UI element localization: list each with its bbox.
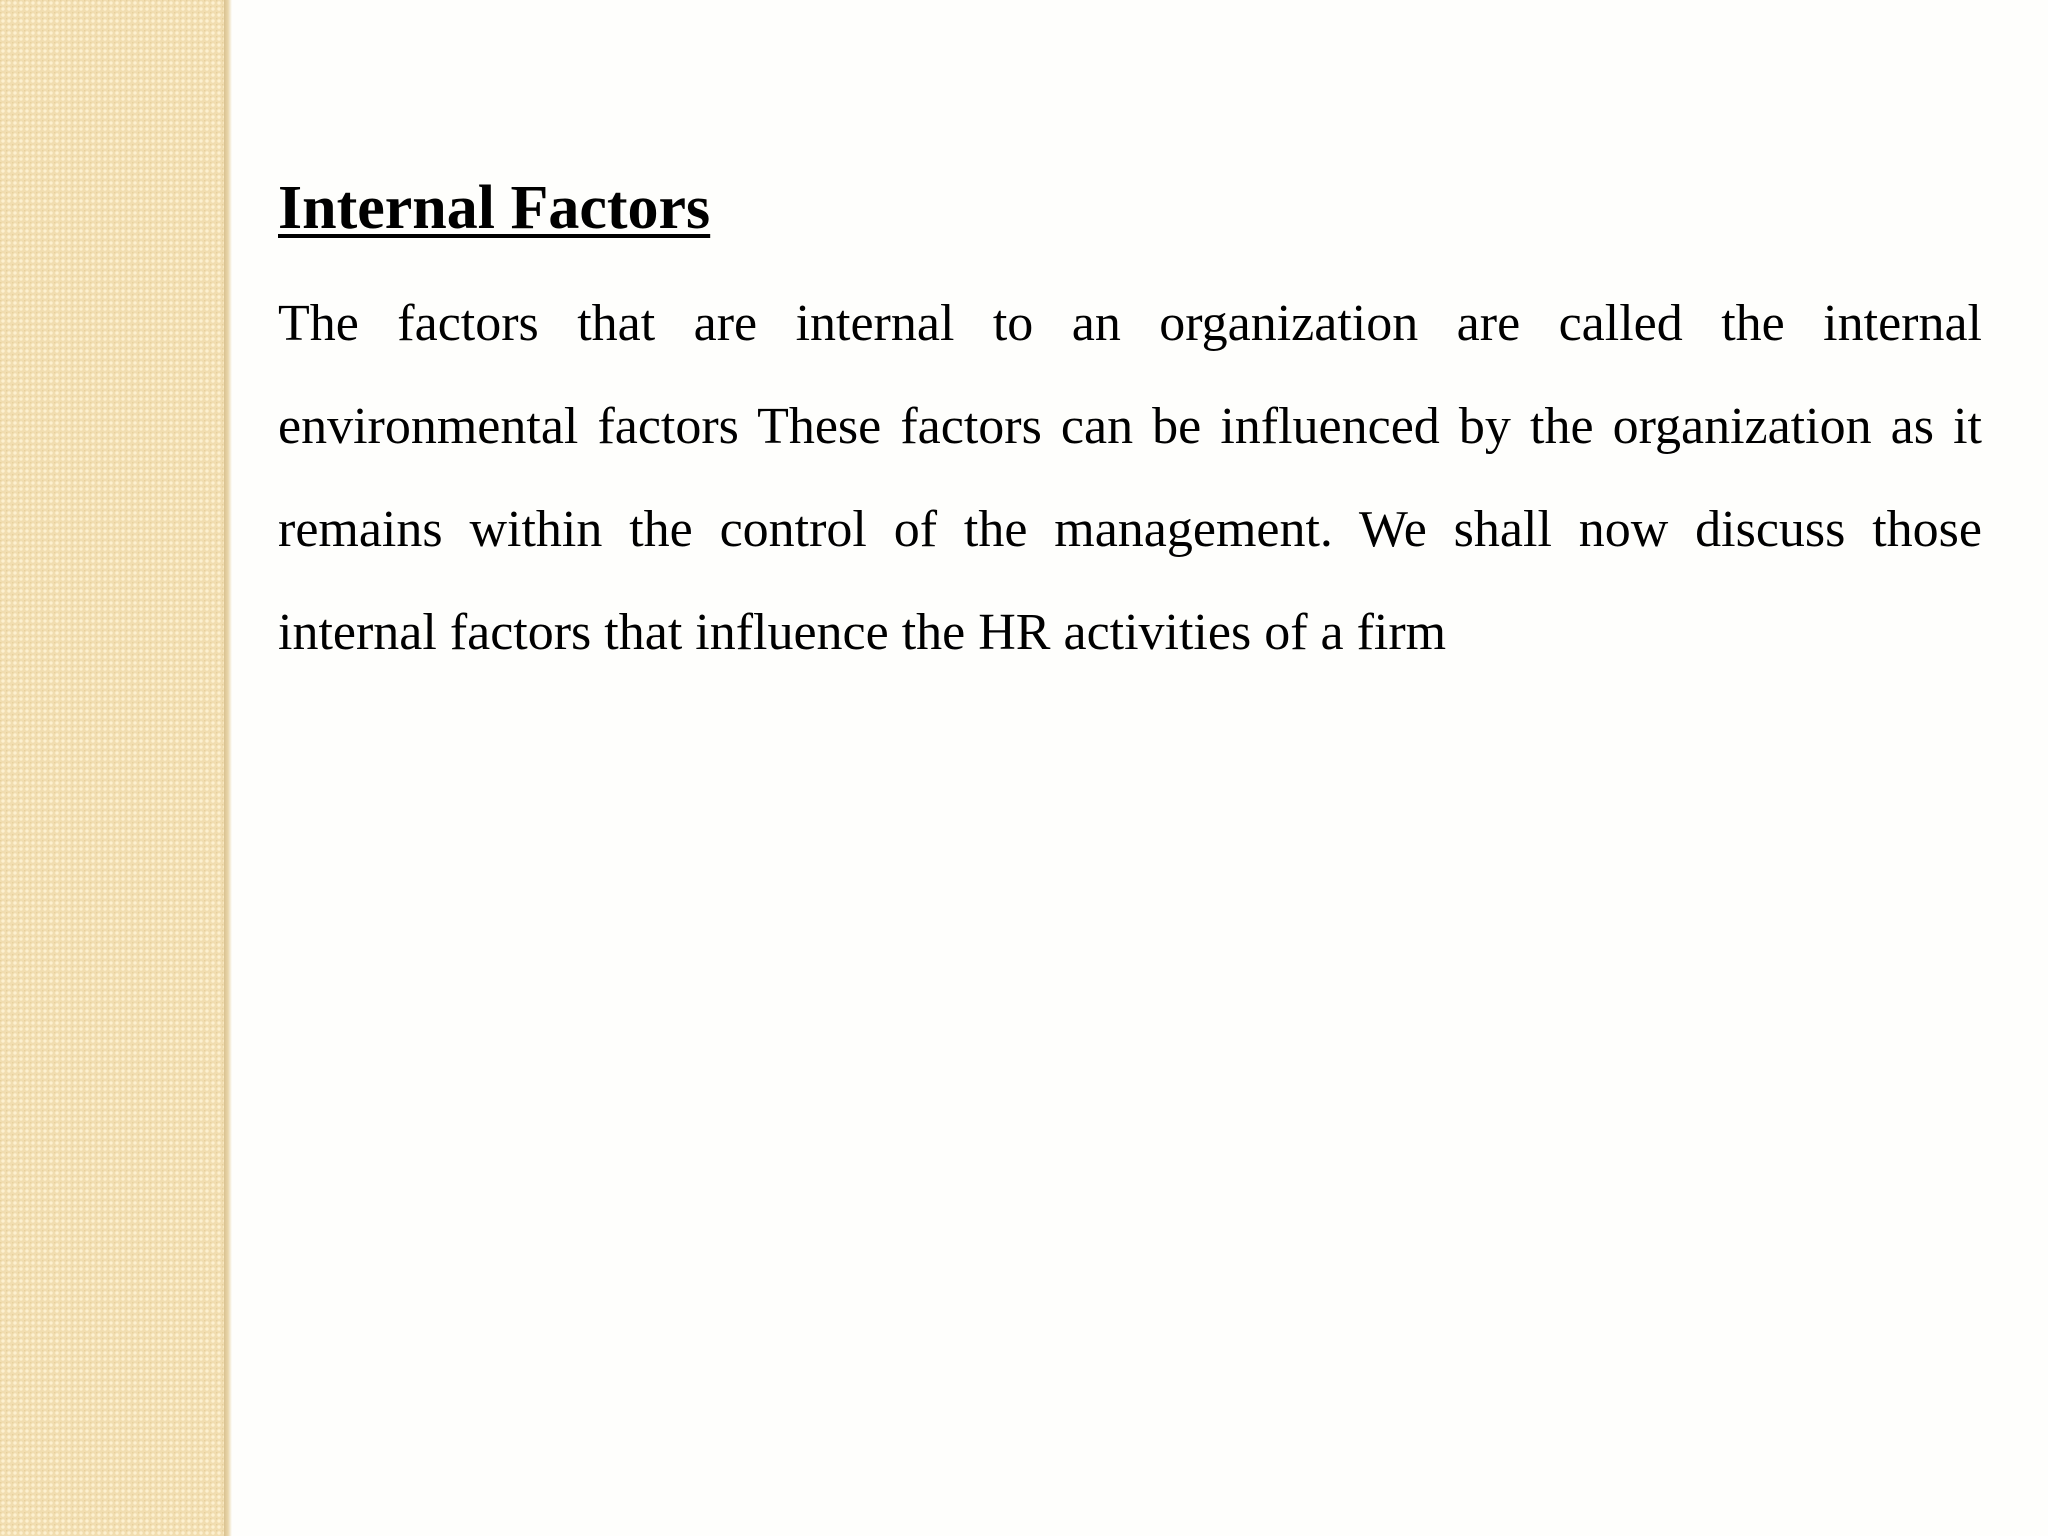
- slide-content: [278, 168, 1982, 684]
- slide-heading: Internal Factors: [278, 174, 711, 242]
- side-band-edge: [224, 0, 232, 1536]
- slide-body-paragraph: The factors that are internal to an organization are called the internal environmental factors These factors can be influenced by the organization as it remains within the control of the management. We shall now discuss those internal factors that influence the HR activities of a firm: [278, 295, 1982, 661]
- decorative-side-band: [0, 0, 224, 1536]
